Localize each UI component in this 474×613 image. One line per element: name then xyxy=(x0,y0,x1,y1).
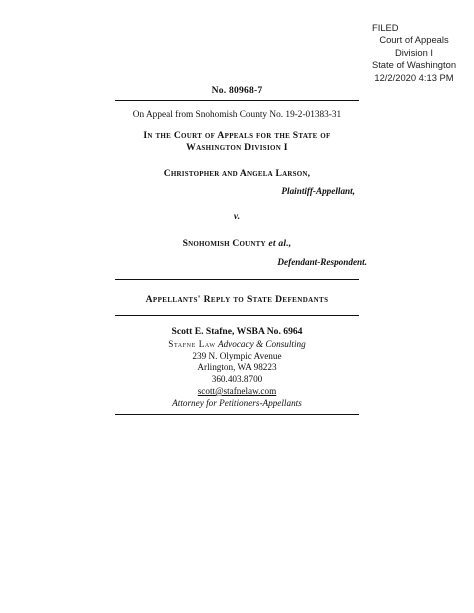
signature-block xyxy=(115,326,359,410)
divider-title-top xyxy=(115,279,359,280)
respondent-et-al: et al., xyxy=(268,238,292,249)
attorney-role: Attorney for Petitioners-Appellants xyxy=(172,397,302,408)
appellant-role: Plaintiff-Appellant, xyxy=(281,186,355,196)
document-title: Appellants' Reply to State Defendants xyxy=(145,294,329,305)
firm-tagline: Advocacy & Consulting xyxy=(217,338,306,349)
address-line1: 239 N. Olympic Avenue xyxy=(192,350,282,361)
stamp-datetime: 12/2/2020 4:13 PM xyxy=(374,71,454,83)
case-number: No. 80968-7 xyxy=(211,85,263,96)
divider-top xyxy=(115,100,359,101)
respondent-role: Defendant-Respondent. xyxy=(277,257,367,267)
divider-bottom xyxy=(115,414,359,415)
court-heading xyxy=(115,130,359,154)
filing-stamp xyxy=(360,22,468,84)
respondent-name xyxy=(115,238,359,249)
divider-title-bottom xyxy=(115,315,359,316)
phone: 360.403.8700 xyxy=(211,374,263,385)
stamp-state: State of Washington xyxy=(371,59,457,71)
appeal-from: On Appeal from Snohomish County No. 19-2-01383-31 xyxy=(132,110,342,120)
appellant-name: Christopher and Angela Larson, xyxy=(163,168,311,179)
versus: v. xyxy=(233,212,241,222)
stamp-court: Court of Appeals xyxy=(379,34,449,46)
firm-line xyxy=(115,339,359,351)
stamp-filed: FILED xyxy=(372,22,399,33)
address-line2: Arlington, WA 98223 xyxy=(197,362,277,373)
court-heading-line1: In the Court of Appeals for the State of xyxy=(143,130,331,141)
firm-name: Stafne Law xyxy=(168,338,216,349)
stamp-division: Division I xyxy=(394,46,434,58)
respondent-name-text: Snohomish County xyxy=(182,238,266,249)
attorney-name: Scott E. Stafne, WSBA No. 6964 xyxy=(171,326,303,337)
court-heading-line2: Washington Division I xyxy=(186,142,288,154)
email-link[interactable]: scott@stafnelaw.com xyxy=(197,385,277,396)
